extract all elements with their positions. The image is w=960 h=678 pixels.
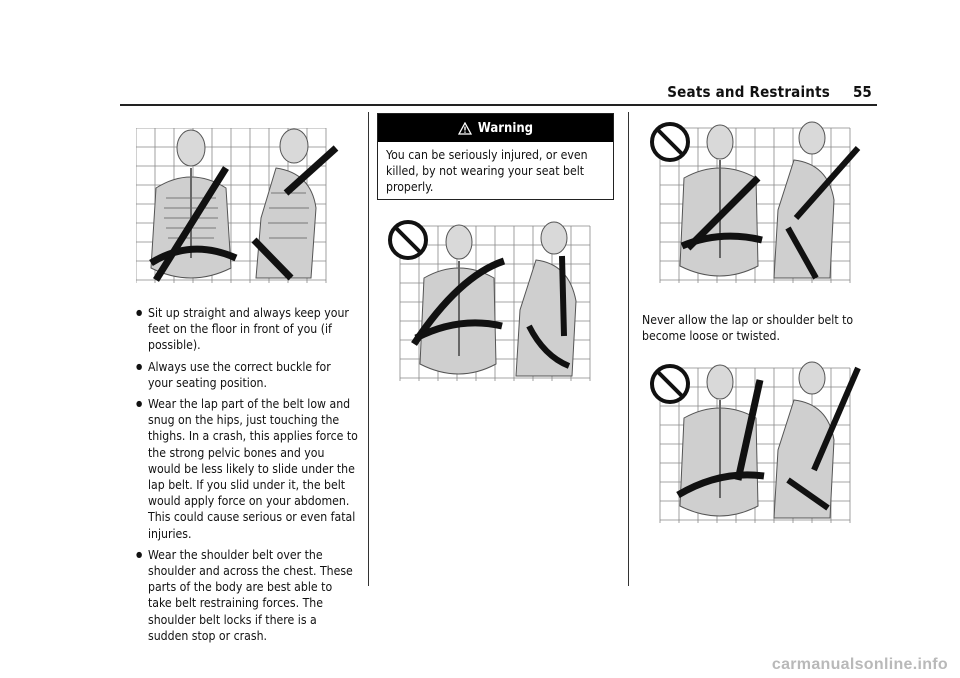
seatbelt-diagram-incorrect-1 (384, 216, 604, 388)
page-number: 55 (853, 83, 872, 101)
seatbelt-diagram-incorrect-3 (648, 360, 862, 530)
warning-header (378, 114, 613, 142)
column-divider-1 (368, 112, 369, 586)
list-item: ● Wear the lap part of the belt low and snug on the hips, just touching the thighs. In a crash, this applies force to the strong pelvic bones and you would be less likely to slide under the lap belt. If you slid under it, the belt would apply force on your abdomen. This could cause serious or even fatal injuries. (136, 396, 358, 542)
warning-box (377, 113, 614, 200)
list-item: ● Sit up straight and always keep your feet on the floor in front of you (if possible). (136, 305, 358, 354)
loose-belt-paragraph: Never allow the lap or shoulder belt to become loose or twisted. (642, 313, 854, 344)
warning-triangle-icon (458, 122, 472, 135)
watermark: carmanualsonline.info (771, 656, 948, 673)
list-item: ● Wear the shoulder belt over the shoulder and across the chest. These parts of the body are best able to take belt restraining forces. The shoulder belt locks if there is a sudden stop or crash. (136, 547, 358, 644)
seatbelt-diagram-incorrect-2 (648, 118, 862, 290)
seatbelt-diagram-correct (136, 128, 340, 291)
illustration-correct-belt (136, 128, 340, 291)
warning-text: You can be seriously injured, or even killed, by not wearing your seat belt properly. (386, 148, 588, 195)
belt-tips-list (136, 305, 358, 649)
section-title: Seats and Restraints (667, 83, 830, 101)
header-rule (120, 104, 877, 106)
illustration-loose-belt (648, 360, 862, 530)
illustration-under-arm-belt (648, 118, 862, 290)
illustration-high-lap-belt (384, 216, 604, 388)
warning-title: Warning (477, 120, 534, 136)
column-divider-2 (628, 112, 629, 586)
list-item: ● Always use the correct buckle for your seating position. (136, 359, 358, 391)
